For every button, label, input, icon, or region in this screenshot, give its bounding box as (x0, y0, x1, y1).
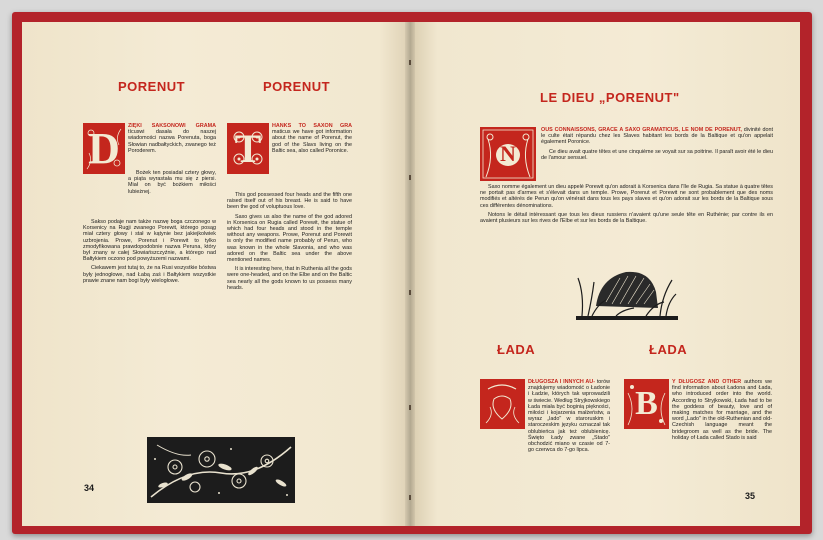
flowers-woodcut-icon (147, 437, 295, 503)
english-title: PORENUT (263, 79, 331, 94)
french-initial-ornament (480, 127, 536, 181)
polish-text-bottom (83, 219, 216, 287)
english-paragraph-4: It is interesting here, that in Ruthenia all the gods were one-headed, and on the Elbe and on the Baltic sea nearly all the gods known to us possess many heads. (227, 266, 352, 291)
french-paragraph-2: Ce dieu avait quatre têtes et une cinquième se voyait sur sa poitrine. Il paraît avoir été le dieu de l'amour sensuel. (541, 148, 773, 161)
book-gutter (405, 22, 415, 526)
polish-text-top (128, 123, 216, 157)
english-paragraph-2: This god possessed four heads and the fifth one raised itself out of his breast. He is said to have been the god of voluptuous love. (227, 192, 352, 211)
left-page (22, 22, 410, 526)
left-page-number: 34 (84, 483, 95, 493)
lada-polish-paragraph-1: torów znajdujemy wiadomość o Ładonie i Ładzie, których tak wprowadzili w świecie. Według Stryjkowskiego Łada miała być boginią piękności, miłości i kojarzenia małżeństw, a wyraz „lado" w staroruskim i staroczeskim języku oznaczał tak oblubieńca jak też oblubienicę. Święto Łady zwane „Stado" obchodzić miano w czasie od 7-go czerwca do 7-go lipca. (528, 379, 610, 454)
right-page-number: 35 (745, 491, 756, 501)
english-paragraph-1: maticus we have got information about the name of Porenut, the god of the Slavs living on the Baltic sea, also called Poronice. (272, 129, 352, 154)
binding-stitch (409, 495, 411, 500)
binding-stitch (409, 405, 411, 410)
french-paragraph-3: Saxo nomme également un dieu appelé Porewit qu'on adorait à Korsenica dans l'île de Rugia. Sa statue à quatre têtes ne portait pas d'armes et s'élevait dans un temple. Prowe, Porenut et Porewit ne sont probablement que des noms modifiés et altérés de Perun qu'on vénérait dans tous les pays slaves et qu'on adorait sur les bords de la Baltique sous ces différentes dénominations. (480, 184, 773, 209)
bird-heart-ornament-icon (480, 379, 525, 429)
lada-english-drop-cap: B (635, 385, 658, 422)
polish-title: PORENUT (118, 79, 186, 94)
right-page (410, 22, 800, 526)
lada-polish-lead-text: DŁUGOSZA I INNYCH AU- (528, 379, 595, 385)
polish-lead-text: ZIĘKI SAKSONOWI GRAMA (128, 123, 216, 129)
polish-paragraph-2: Bożek ten posiadał cztery głowy, a piąta wyrastała mu się z piersi. Miał on być bożkiem miłości lubieżnej. (128, 170, 216, 195)
polish-paragraph-1: tícuswi dasała do naszej wiadomości nazwa Porenuta, boga Słowian nadbałtyckich, zwanego też Poroderem. (128, 129, 216, 154)
french-text-bottom (480, 184, 773, 227)
polish-paragraph-4: Ciekawem jest tutaj to, że na Rusi wszystkie bóstwa były jednogłowe, nad Łabą zaś i Bałtykiem wszystkie prawie znane nam bogi były wielogłowe. (83, 265, 216, 284)
french-drop-cap: N (500, 141, 516, 166)
polish-text-mid (128, 170, 216, 198)
polish-initial-ornament (83, 123, 125, 174)
rock-woodcut-image (576, 258, 678, 320)
english-text-bottom (227, 192, 352, 294)
english-paragraph-3: Saxo gives us also the name of the god adored in Korsenica on Rugia called Porewit, the statue of which had four heads and stood in the temple without any weapons. Prowe, Porenut and Porewit is only the modified name probably of Perun, who was known in the whole Slavonia, and who was adored on the Baltic sea under the above mentioned names. (227, 213, 352, 264)
french-text-top (541, 127, 773, 164)
french-title: LE DIEU „PORENUT" (540, 90, 680, 105)
lada-english-initial-ornament (624, 379, 669, 429)
rock-reeds-icon (576, 258, 678, 320)
lada-polish-title: ŁADA (497, 342, 536, 357)
polish-paragraph-3: Sakso podaje nam także nazwę boga czczonego w Korsenicy na Rugji zwanego Porewit, którego posąg miał cztery głowy i stał w kątynie bez jakiejkolwiek uzbrojenia. Prowe, Porenut i Porewit to tylko zmodyfikowana prawdopodobnie nazwa Peruna, który był znany w całej Słowiańszczyźnie, a którego nad Bałtykiem oczono pod powyższemi nazwami. (83, 219, 216, 263)
english-drop-cap: T (234, 125, 262, 171)
lada-english-title: ŁADA (649, 342, 688, 357)
english-text-top (272, 123, 352, 157)
french-paragraph-4: Notons le détail intéressant que tous les dieux russiens n'avaient qu'une seule tête en Ruthénie; par contre ils en avaient plusieurs sur les rives de l'Elbe et sur les bords de la Baltique. (480, 211, 773, 225)
lada-polish-text (528, 379, 610, 456)
binding-stitch (409, 60, 411, 65)
english-initial-ornament (227, 123, 269, 174)
french-lead-text: OUS CONNAISSONS, GRACE A SAXO GRAMATICUS, LE NOM DE PORENUT, (541, 127, 742, 133)
french-paragraph-1: divinité dont le culte était répandu chez les Slaves habitant les bords de la Baltique et qu'on appelait également Poronice. (541, 127, 774, 146)
lada-polish-initial-ornament (480, 379, 525, 429)
polish-drop-cap: D (88, 123, 120, 173)
lada-english-paragraph-1: authors we find information about Ładona and Łada, who introduced order into the world. According to Stryjkowski, Łada had to be the goddess of beauty, love and of making matches for marriage, and the word „Lado" in the old-Ruthenian and old-Czechish language meant the bridegroom as well as the bride. The holiday of Łada called Stado is said (672, 379, 772, 441)
lada-english-lead-text: Y DŁUGOSZ AND OTHER (672, 379, 742, 385)
binding-stitch (409, 175, 411, 180)
binding-stitch (409, 290, 411, 295)
english-lead-text: HANKS TO SAXON GRA (272, 123, 352, 129)
floral-woodcut-image (147, 437, 295, 503)
lada-english-text (672, 379, 772, 444)
